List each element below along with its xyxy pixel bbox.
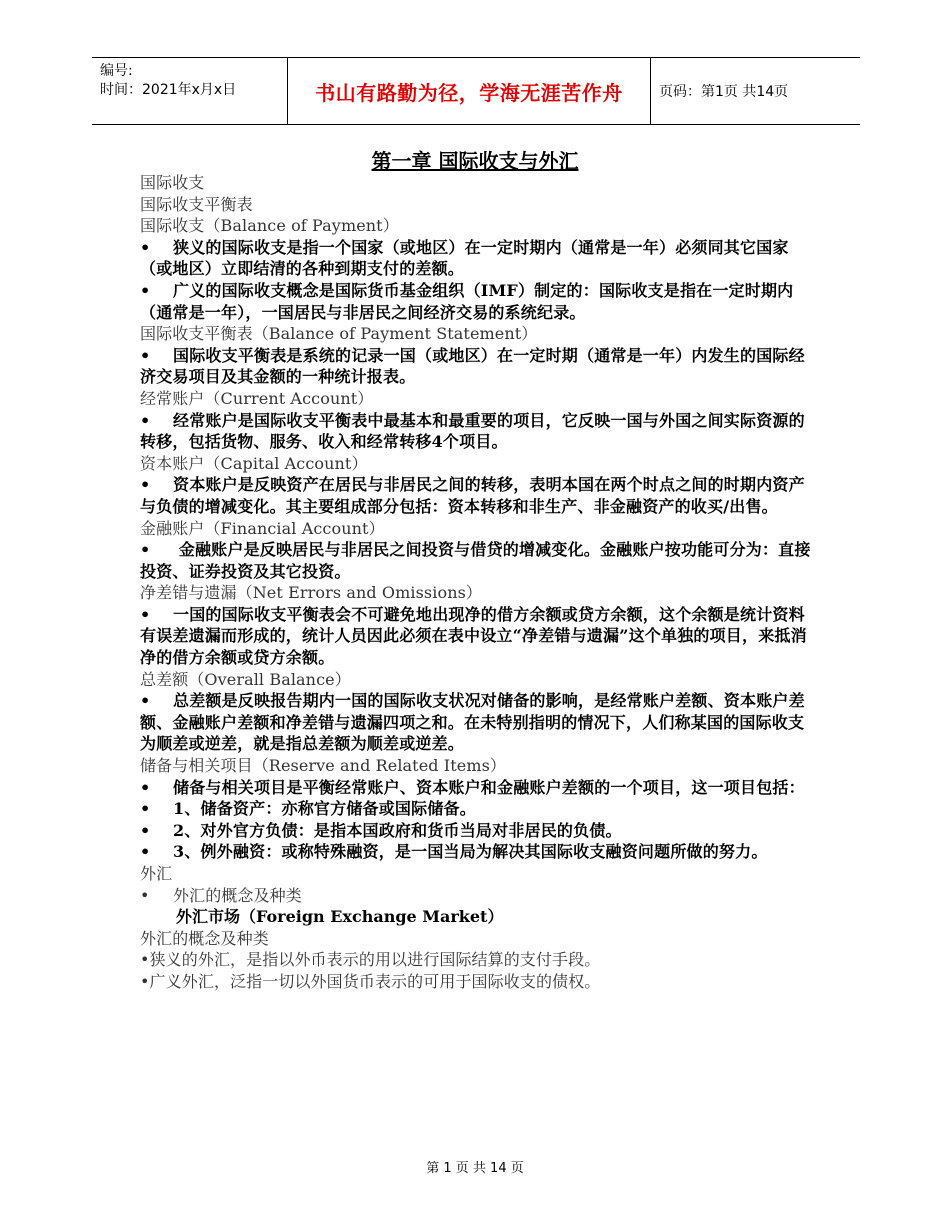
heading-line: 资本账户（Capital Account） xyxy=(140,453,368,473)
header-motto: 书山有路勤为径，学海无涯苦作舟 xyxy=(287,58,651,124)
heading-line: 金融账户（Financial Account） xyxy=(140,518,385,538)
bullet-paragraph: • 经常账户是国际收支平衡表中最基本和最重要的项目，它反映一国与外国之间实际资源的转移，包括货物、服务、收入和经常转移4个项目。 xyxy=(140,410,805,452)
bullet-icon: • xyxy=(140,604,151,624)
heading-line: 总差额（Overall Balance） xyxy=(140,669,351,689)
bullet-icon: • xyxy=(140,280,151,300)
bullet-paragraph: • 外汇的概念及种类 xyxy=(140,885,302,905)
bullet-paragraph: • 储备与相关项目是平衡经常账户、资本账户和金融账户差额的一个项目，这一项目包括： xyxy=(140,777,805,797)
heading-line: 储备与相关项目（Reserve and Related Items） xyxy=(140,756,507,776)
header-page-info: 页码：第1页 共14页 xyxy=(659,84,789,100)
bullet-icon: • xyxy=(140,237,151,257)
indented-line: 外汇市场（Foreign Exchange Market） xyxy=(176,907,504,927)
bullet-icon: • xyxy=(140,885,150,905)
heading-line: 国际收支 xyxy=(140,173,205,192)
page-header xyxy=(92,57,860,125)
bullet-paragraph: • 金融账户是反映居民与非居民之间投资与借贷的增减变化。金融账户按功能可分为：直接投资、证券投资及其它投资。 xyxy=(140,540,811,581)
bullet-icon: • xyxy=(140,410,151,430)
bullet-icon: • xyxy=(140,777,151,797)
heading-line: 外汇的概念及种类 xyxy=(140,928,269,948)
text-line: •广义外汇，泛指一切以外国货币表示的可用于国际收支的债权。 xyxy=(140,971,601,991)
bullet-paragraph: • 总差额是反映报告期内一国的国际收支状况对储备的影响，是经常账户差额、资本账户差额、金融账户差额和净差错与遗漏四项之和。在未特别指明的情况下，人们称某国的国际收支为顺差或逆差，就是指总差额为顺差或逆差。 xyxy=(140,691,805,754)
heading-line: 外汇 xyxy=(140,864,173,883)
bullet-icon: • xyxy=(140,345,151,365)
bullet-paragraph: • 一国的国际收支平衡表会不可避免地出现净的借方余额或贷方余额，这个余额是统计资料有误差遗漏而形成的，统计人员因此必须在表中设立“净差错与遗漏”这个单独的项目，来抵消净的借方余额或贷方余额。 xyxy=(140,604,807,668)
heading-line: 国际收支平衡表（Balance of Payment Statement） xyxy=(140,324,538,344)
bullet-icon: • xyxy=(140,540,151,560)
bullet-icon: • xyxy=(140,475,151,495)
bullet-paragraph: • 1、储备资产：亦称官方储备或国际储备。 xyxy=(140,799,476,819)
bullet-paragraph: • 狭义的国际收支是指一个国家（或地区）在一定时期内（通常是一年）必须同其它国家（或地区）立即结清的各种到期支付的差额。 xyxy=(140,237,789,279)
bullet-paragraph: • 资本账户是反映资产在居民与非居民之间的转移，表明本国在两个时点之间的时期内资产与负债的增减变化。其主要组成部分包括：资本转移和非生产、非金融资产的收买/出售。 xyxy=(140,475,805,516)
text-line: •狭义的外汇，是指以外币表示的用以进行国际结算的支付手段。 xyxy=(140,950,601,970)
bullet-paragraph: • 国际收支平衡表是系统的记录一国（或地区）在一定时期（通常是一年）内发生的国际经济交易项目及其金额的一种统计报表。 xyxy=(140,345,805,387)
heading-line: 经常账户（Current Account） xyxy=(140,388,374,408)
bullet-paragraph: • 3、例外融资：或称特殊融资，是一国当局为解决其国际收支融资问题所做的努力。 xyxy=(140,842,768,862)
chapter-title: 第一章 国际收支与外汇 xyxy=(371,149,579,173)
bullet-icon: • xyxy=(140,799,151,819)
bullet-icon: • xyxy=(140,820,151,840)
time-label: 时间：2021年x月x日 xyxy=(100,82,237,98)
heading-line: 国际收支平衡表 xyxy=(140,194,253,214)
heading-line: 净差错与遗漏（Net Errors and Omissions） xyxy=(140,583,483,603)
header-left-cell xyxy=(92,58,287,124)
bullet-paragraph: • 广义的国际收支概念是国际货币基金组织（IMF）制定的：国际收支是指在一定时期内（通常是一年），一国居民与非居民之间经济交易的系统纪录。 xyxy=(140,280,794,322)
heading-line: 国际收支（Balance of Payment） xyxy=(140,216,399,236)
document-body xyxy=(140,172,815,993)
page-footer: 第 1 页 共 14 页 xyxy=(426,1161,524,1176)
number-label: 编号: xyxy=(100,63,133,79)
bullet-paragraph: • 2、对外官方负债：是指本国政府和货币当局对非居民的负债。 xyxy=(140,820,622,840)
bullet-icon: • xyxy=(140,842,151,862)
bullet-icon: • xyxy=(140,691,151,711)
